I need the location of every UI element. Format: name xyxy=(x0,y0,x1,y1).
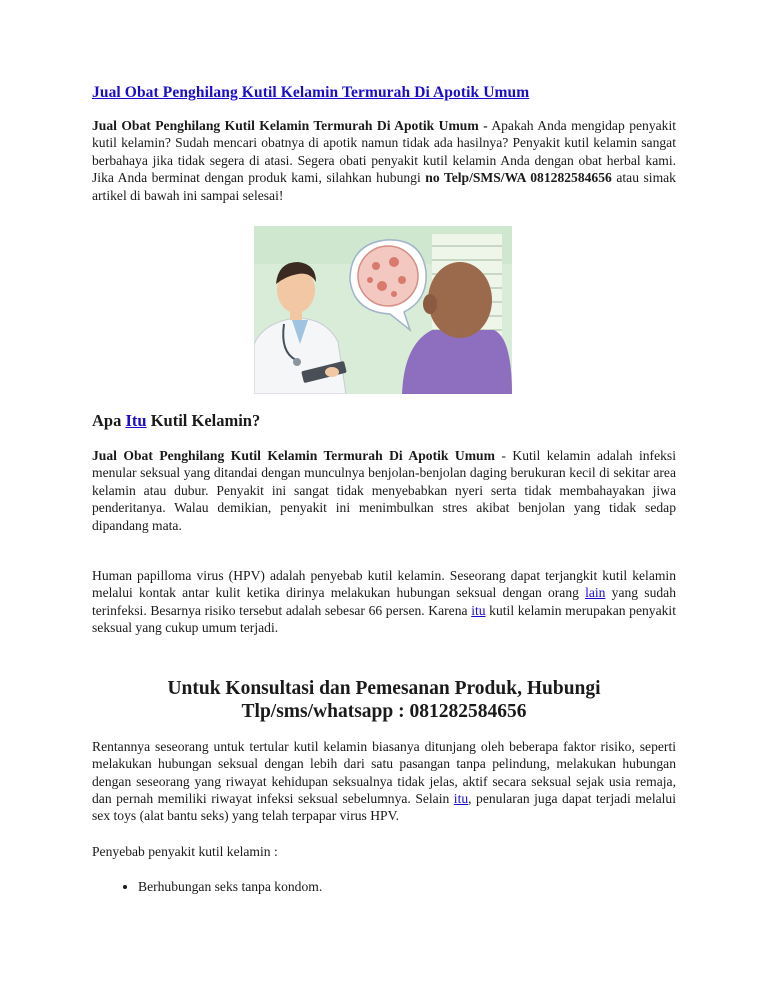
section-heading-text-1: Apa xyxy=(92,411,126,431)
intro-contact-number: no Telp/SMS/WA 081282584656 xyxy=(425,170,612,186)
section-heading-link-itu[interactable]: Itu xyxy=(125,411,147,431)
risk-text-1: Rentannya seseorang untuk tertular kutil kelamin biasanya ditunjang oleh beberapa faktor risiko, seperti melakukan hubungan seksual dengan lebih dari satu pasangan tanpa pelindung, melakukan hubungan dengan seseorang yang riwayat kehidupan seksualnya tidak jelas, aktif secara seksual sejak usia remaja, dan pernah memiliki riwayat infeksi seksual sebelumnya. Selain xyxy=(92,738,676,806)
section-heading-text-2: Kutil Kelamin? xyxy=(146,411,261,431)
hpv-text-3: kutil kelamin merupakan penyakit seksual yang cukup umum terjadi. xyxy=(92,602,676,636)
contact-heading xyxy=(92,677,676,723)
causes-intro: Penyebab penyakit kutil kelamin : xyxy=(92,843,278,859)
contact-heading-line-2: Tlp/sms/whatsapp : 081282584656 xyxy=(241,700,527,722)
list-item: • Berhubungan seks tanpa kondom. xyxy=(138,878,676,895)
document-page xyxy=(92,84,676,896)
doctor-patient-illustration xyxy=(254,226,512,394)
link-itu[interactable]: itu xyxy=(471,602,486,618)
doctor-patient-image xyxy=(254,226,512,394)
intro-paragraph xyxy=(92,117,676,204)
intro-lede: Jual Obat Penghilang Kutil Kelamin Termurah Di Apotik Umum - xyxy=(92,118,488,133)
article-title-link[interactable]: Jual Obat Penghilang Kutil Kelamin Termurah Di Apotik Umum xyxy=(92,84,530,101)
hpv-text-1: Human papilloma virus (HPV) adalah penyebab kutil kelamin. Seseorang dapat terjangkit kutil kelamin melalui kontak antar kulit ketika dirinya melakukan hubungan seksual dengan orang xyxy=(92,568,676,601)
intro-text-2: atau simak artikel di bawah ini sampai selesai! xyxy=(92,170,676,203)
definition-lede: Jual Obat Penghilang Kutil Kelamin Termurah Di Apotik Umum xyxy=(92,448,495,464)
causes-list xyxy=(92,878,676,895)
risk-text-2: , penularan juga dapat terjadi melalui sex toys (alat bantu seks) yang telah terpapar virus HPV. xyxy=(92,790,676,824)
section-heading-apa-itu xyxy=(92,411,676,431)
hpv-paragraph xyxy=(92,567,676,637)
definition-paragraph xyxy=(92,447,676,534)
definition-text: - Kutil kelamin adalah infeksi menular seksual yang ditandai dengan munculnya benjolan-benjolan daging berukuran kecil di sekitar area kelamin atau dubur. Penyakit ini sangat tidak menyebabkan nyeri serta tidak membahayakan jiwa penderitanya. Walau demikian, penyakit ini menimbulkan stres akibat benjolan yang tidak sedap dipandang mata. xyxy=(92,448,676,533)
link-itu-2[interactable]: itu xyxy=(453,790,469,806)
hpv-text-2: yang sudah terinfeksi. Besarnya risiko tersebut adalah sebesar 66 persen. Karena xyxy=(92,585,676,618)
risk-factors-paragraph xyxy=(92,738,676,825)
intro-text-1: Apakah Anda mengidap penyakit kutil kelamin? Sudah mencari obatnya di apotik namun tidak ada hasilnya? Penyakit kutil kelamin sangat berbahaya jika tidak segera di atasi. Segera obati penyakit kutil kelamin Anda dengan obat herbal kami. Jika Anda berminat dengan produk kami, silahkan hubungi xyxy=(92,118,676,186)
contact-heading-line-1: Untuk Konsultasi dan Pemesanan Produk, Hubungi xyxy=(167,677,601,699)
link-lain[interactable]: lain xyxy=(585,585,606,601)
